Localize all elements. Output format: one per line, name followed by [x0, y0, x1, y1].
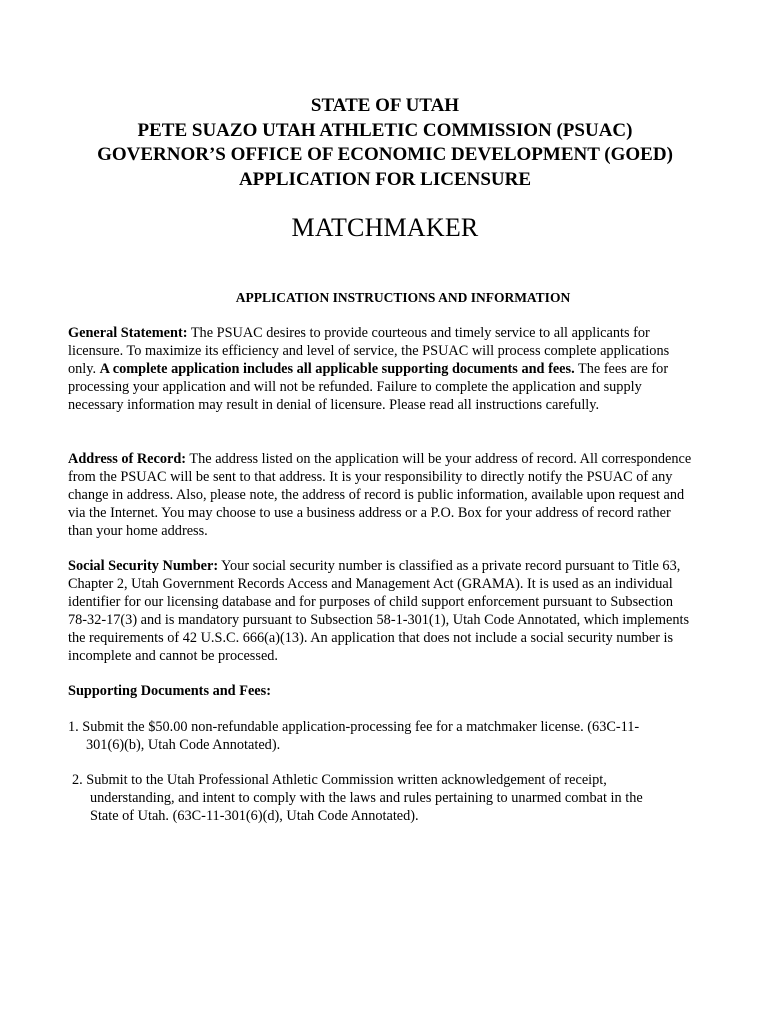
address-label: Address of Record: — [68, 451, 187, 467]
general-statement-text2: The fees are for processing your application and will not be refunded. Failure to complete the application and supply necessary information may result in denial of licensure. Please read all instructions carefully. — [68, 361, 669, 413]
item1-line2: 301(6)(b), Utah Code Annotated). — [86, 737, 281, 753]
address-text: The address listed on the application will be your address of record. All correspondence from the PSUAC will be sent to that address. It is your responsibility to directly notify the PSUAC of any change in address. Also, please note, the address of record is public information, available upon request and via the Internet. You may choose to use a business address or a P.O. Box for your address of record rather than your home address. — [68, 451, 692, 539]
header-application: APPLICATION FOR LICENSURE — [238, 168, 532, 190]
supporting-heading: Supporting Documents and Fees: — [68, 683, 271, 699]
item1-line1: 1. Submit the $50.00 non-refundable application-processing fee for a matchmaker license. (63C-11- — [68, 719, 640, 735]
header-commission: PETE SUAZO UTAH ATHLETIC COMMISSION (PSUAC) — [137, 119, 633, 141]
document-header — [0, 94, 770, 192]
ssn-label: Social Security Number: — [68, 558, 219, 574]
address-of-record-paragraph — [68, 450, 692, 540]
section-title: APPLICATION INSTRUCTIONS AND INFORMATION — [235, 290, 571, 305]
supporting-item-2 — [72, 771, 712, 825]
header-office: GOVERNOR’S OFFICE OF ECONOMIC DEVELOPMENT (GOED) — [97, 144, 673, 165]
general-statement-paragraph — [68, 324, 692, 414]
item2-line3: State of Utah. (63C-11-301(6)(d), Utah Code Annotated). — [90, 808, 419, 824]
supporting-item-1 — [68, 718, 708, 754]
item2-line1: 2. Submit to the Utah Professional Athletic Commission written acknowledgement of receipt, — [72, 772, 607, 788]
ssn-text: Your social security number is classified as a private record pursuant to Title 63, Chapter 2, Utah Government Records Access and Management Act (GRAMA). It is used as an individual identifier for our licensing database and for purposes of child support enforcement pursuant to Subsection 78-32-17(3) and is mandatory pursuant to Subsection 58-1-301(1), Utah Code Annotated, which implements the requirements of 42 U.S.C. 666(a)(13). An application that does not include a social security number is incomplete and cannot be processed. — [68, 558, 690, 664]
general-statement-bold: A complete application includes all applicable supporting documents and fees. — [99, 361, 575, 377]
general-statement-text1: The PSUAC desires to provide courteous and timely service to all applicants for licensure. To maximize its efficiency and level of service, the PSUAC will process complete applications only. — [68, 325, 670, 377]
ssn-paragraph — [68, 557, 692, 665]
general-statement-label: General Statement: — [68, 325, 188, 341]
document-title: MATCHMAKER — [291, 213, 479, 242]
item2-line2: understanding, and intent to comply with the laws and rules pertaining to unarmed combat in the — [90, 790, 643, 806]
header-state: STATE OF UTAH — [310, 95, 460, 116]
